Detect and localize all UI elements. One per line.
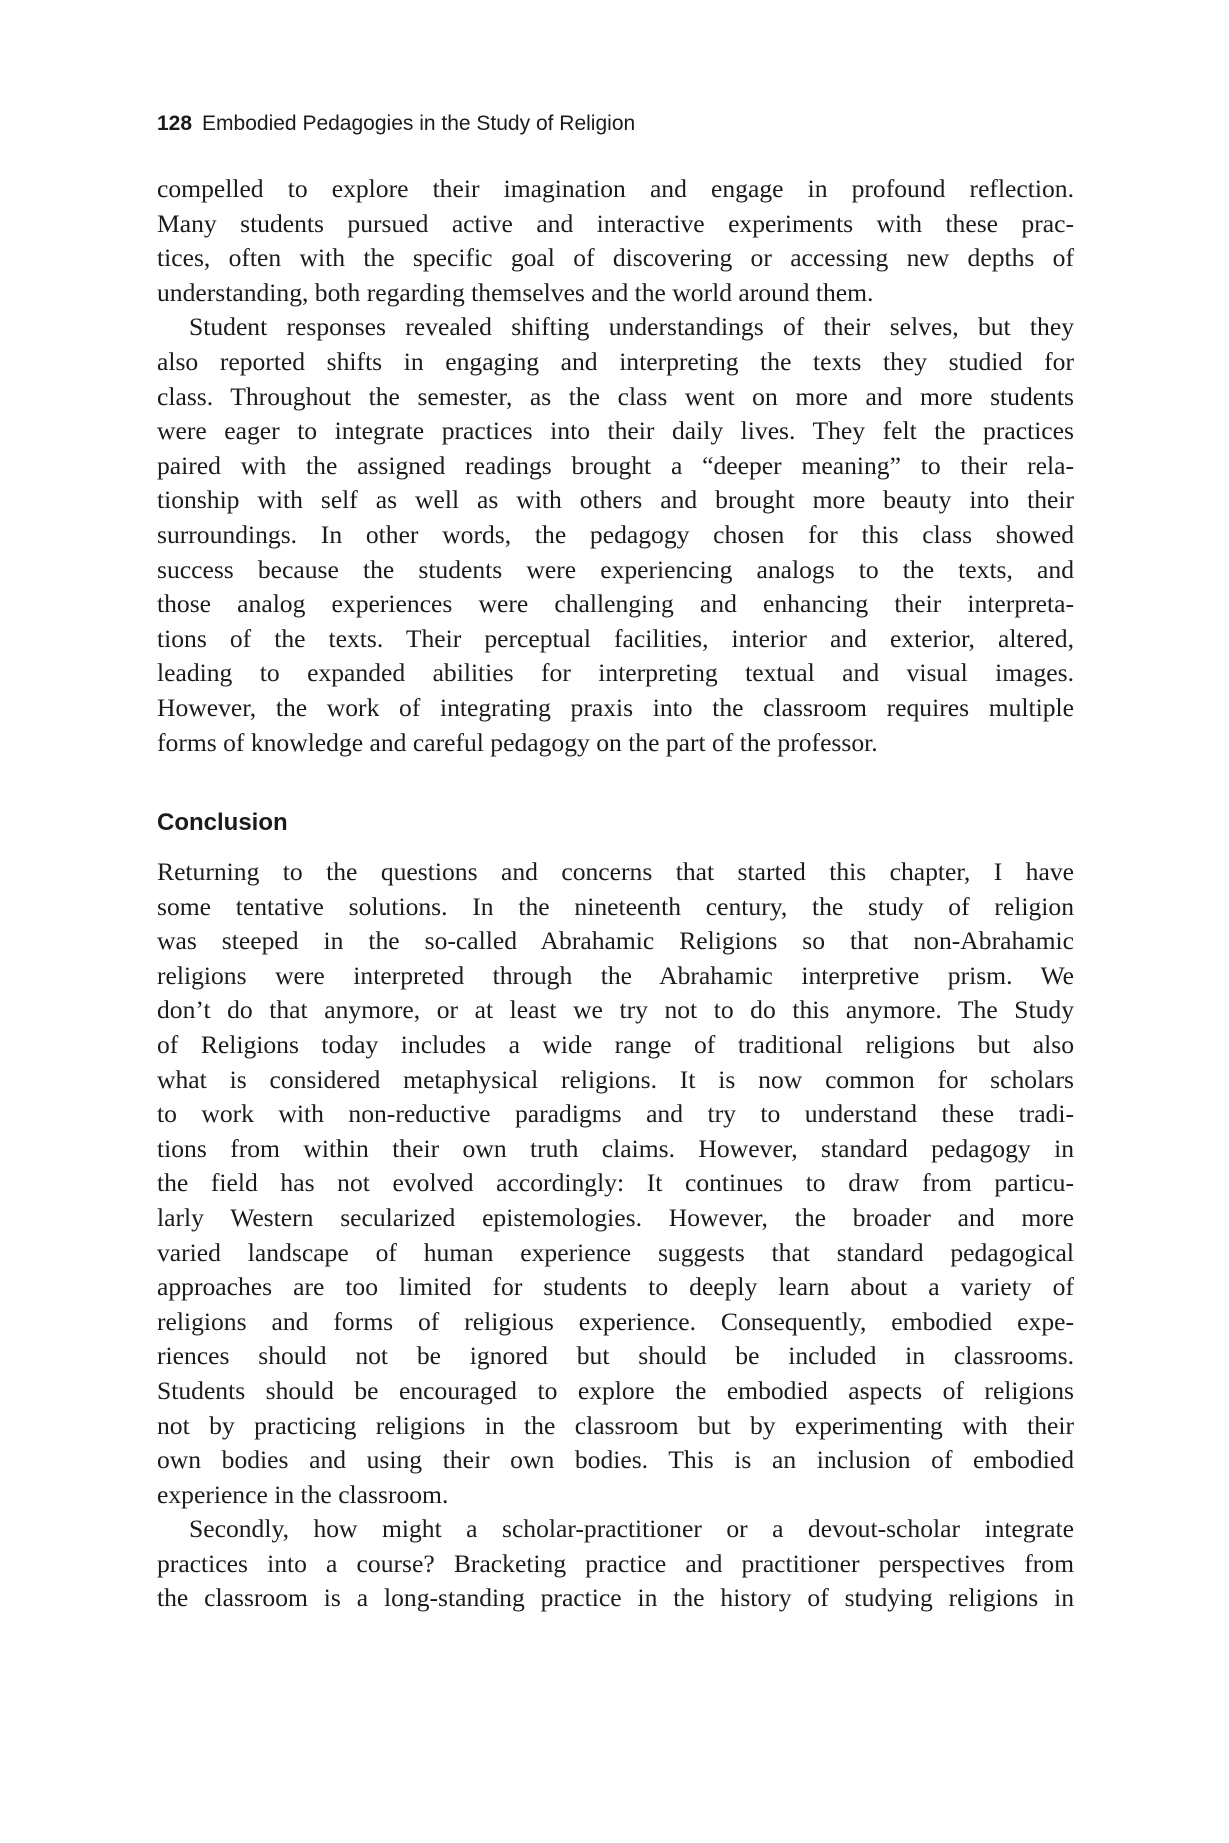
text-line: tions from within their own truth claims. However, standard pedagogy in xyxy=(157,1133,1074,1163)
text-line: varied landscape of human experience suggests that standard pedagogical xyxy=(157,1237,1074,1267)
text-line: forms of knowledge and careful pedagogy on the part of the professor. xyxy=(157,727,878,757)
body-text-top xyxy=(157,172,1074,760)
text-line: class. Throughout the semester, as the class went on more and more students xyxy=(157,381,1074,411)
text-line: own bodies and using their own bodies. This is an inclusion of embodied xyxy=(157,1445,1074,1475)
page-number: 128 xyxy=(157,112,193,135)
text-line: However, the work of integrating praxis into the classroom requires multiple xyxy=(157,692,1074,722)
body-text-conclusion xyxy=(157,855,1074,1616)
text-line: not by practicing religions in the classroom but by experimenting with their xyxy=(157,1410,1074,1440)
text-line: approaches are too limited for students to deeply learn about a variety of xyxy=(157,1272,1074,1302)
text-line: of Religions today includes a wide range of traditional religions but also xyxy=(157,1029,1074,1059)
text-line: were eager to integrate practices into their daily lives. They felt the practices xyxy=(157,416,1074,446)
text-line: riences should not be ignored but should be included in classrooms. xyxy=(157,1341,1074,1371)
text-line: compelled to explore their imagination and engage in profound reflection. xyxy=(157,174,1074,203)
text-line: don’t do that anymore, or at least we try not to do this anymore. The Study xyxy=(157,995,1074,1025)
text-line: paired with the assigned readings brought a “deeper meaning” to their rela- xyxy=(157,450,1074,480)
text-line: larly Western secularized epistemologies. However, the broader and more xyxy=(157,1202,1074,1232)
text-line: experience in the classroom. xyxy=(157,1479,449,1509)
text-line: the classroom is a long-standing practice in the history of studying religions in xyxy=(157,1583,1074,1613)
text-line: Secondly, how might a scholar-practitioner or a devout-scholar integrate xyxy=(189,1514,1074,1544)
text-line: Students should be encouraged to explore the embodied aspects of religions xyxy=(157,1375,1074,1405)
text-line: surroundings. In other words, the pedagogy chosen for this class showed xyxy=(157,519,1074,549)
text-line: tionship with self as well as with others and brought more beauty into their xyxy=(157,485,1074,515)
text-line: some tentative solutions. In the nineteenth century, the study of religion xyxy=(157,891,1074,921)
text-line: the field has not evolved accordingly: It continues to draw from particu- xyxy=(157,1168,1074,1198)
text-line: those analog experiences were challenging and enhancing their interpreta- xyxy=(157,589,1074,619)
text-line: religions were interpreted through the Abrahamic interpretive prism. We xyxy=(157,960,1074,990)
running-head-title: Embodied Pedagogies in the Study of Religion xyxy=(202,112,636,135)
text-line: understanding, both regarding themselves and the world around them. xyxy=(157,277,874,307)
text-line: Returning to the questions and concerns that started this chapter, I have xyxy=(157,857,1074,886)
running-head xyxy=(157,110,635,138)
section-heading: Conclusion xyxy=(157,809,288,836)
text-line: religions and forms of religious experience. Consequently, embodied expe- xyxy=(157,1306,1074,1336)
text-line: tions of the texts. Their perceptual facilities, interior and exterior, altered, xyxy=(157,623,1074,653)
text-line: practices into a course? Bracketing practice and practitioner perspectives from xyxy=(157,1548,1074,1578)
text-line: also reported shifts in engaging and interpreting the texts they studied for xyxy=(157,346,1074,376)
text-line: Many students pursued active and interactive experiments with these prac- xyxy=(157,208,1074,238)
text-line: leading to expanded abilities for interpreting textual and visual images. xyxy=(157,658,1074,688)
text-line: Student responses revealed shifting understandings of their selves, but they xyxy=(189,312,1074,342)
text-line: was steeped in the so-called Abrahamic Religions so that non-Abrahamic xyxy=(157,926,1074,956)
text-line: tices, often with the specific goal of discovering or accessing new depths of xyxy=(157,243,1074,273)
text-line: to work with non-reductive paradigms and try to understand these tradi- xyxy=(157,1099,1074,1129)
text-line: what is considered metaphysical religions. It is now common for scholars xyxy=(157,1064,1074,1094)
text-line: success because the students were experiencing analogs to the texts, and xyxy=(157,554,1074,584)
